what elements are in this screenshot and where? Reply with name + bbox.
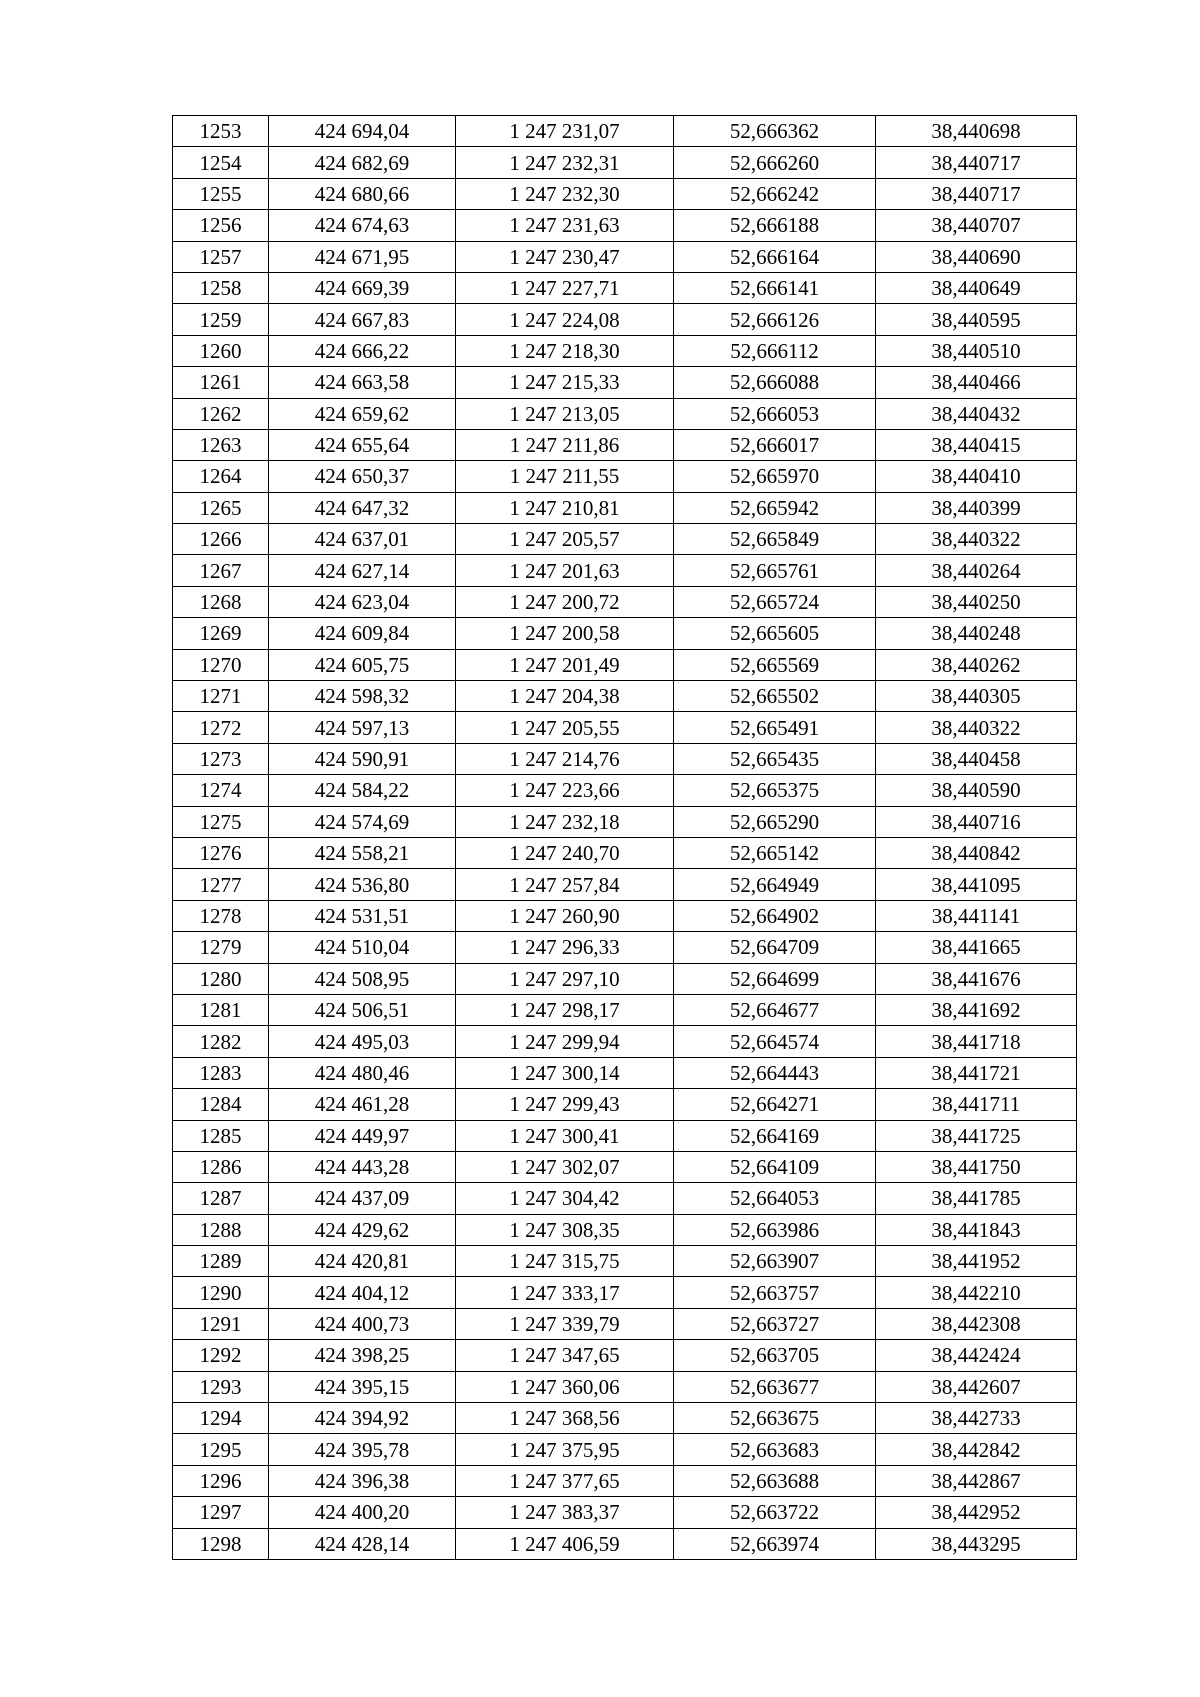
x-coordinate-cell: 424 395,78 — [269, 1434, 456, 1465]
table-row — [173, 681, 1077, 712]
point-number-cell: 1298 — [173, 1528, 269, 1559]
y-coordinate-cell: 1 247 218,30 — [456, 335, 674, 366]
longitude-cell: 38,443295 — [876, 1528, 1077, 1559]
longitude-cell: 38,440322 — [876, 712, 1077, 743]
y-coordinate-cell: 1 247 383,37 — [456, 1497, 674, 1528]
table-row — [173, 429, 1077, 460]
point-number-cell: 1292 — [173, 1340, 269, 1371]
y-coordinate-cell: 1 247 232,31 — [456, 147, 674, 178]
y-coordinate-cell: 1 247 406,59 — [456, 1528, 674, 1559]
y-coordinate-cell: 1 247 232,30 — [456, 178, 674, 209]
table-row — [173, 1246, 1077, 1277]
point-number-cell: 1297 — [173, 1497, 269, 1528]
table-row — [173, 963, 1077, 994]
x-coordinate-cell: 424 400,73 — [269, 1308, 456, 1339]
point-number-cell: 1288 — [173, 1214, 269, 1245]
table-row — [173, 649, 1077, 680]
point-number-cell: 1294 — [173, 1403, 269, 1434]
point-number-cell: 1284 — [173, 1089, 269, 1120]
latitude-cell: 52,664169 — [674, 1120, 876, 1151]
longitude-cell: 38,441785 — [876, 1183, 1077, 1214]
longitude-cell: 38,440264 — [876, 555, 1077, 586]
x-coordinate-cell: 424 437,09 — [269, 1183, 456, 1214]
latitude-cell: 52,664699 — [674, 963, 876, 994]
x-coordinate-cell: 424 669,39 — [269, 272, 456, 303]
longitude-cell: 38,440842 — [876, 837, 1077, 868]
latitude-cell: 52,665435 — [674, 743, 876, 774]
longitude-cell: 38,440410 — [876, 461, 1077, 492]
point-number-cell: 1259 — [173, 304, 269, 335]
x-coordinate-cell: 424 623,04 — [269, 586, 456, 617]
latitude-cell: 52,663683 — [674, 1434, 876, 1465]
table-row — [173, 367, 1077, 398]
table-row — [173, 1120, 1077, 1151]
latitude-cell: 52,663757 — [674, 1277, 876, 1308]
table-row — [173, 272, 1077, 303]
longitude-cell: 38,442842 — [876, 1434, 1077, 1465]
latitude-cell: 52,664271 — [674, 1089, 876, 1120]
latitude-cell: 52,665849 — [674, 524, 876, 555]
longitude-cell: 38,441141 — [876, 900, 1077, 931]
latitude-cell: 52,664677 — [674, 994, 876, 1025]
table-row — [173, 1151, 1077, 1182]
table-row — [173, 1308, 1077, 1339]
longitude-cell: 38,441750 — [876, 1151, 1077, 1182]
y-coordinate-cell: 1 247 200,72 — [456, 586, 674, 617]
y-coordinate-cell: 1 247 339,79 — [456, 1308, 674, 1339]
longitude-cell: 38,440590 — [876, 775, 1077, 806]
table-row — [173, 618, 1077, 649]
x-coordinate-cell: 424 647,32 — [269, 492, 456, 523]
x-coordinate-cell: 424 597,13 — [269, 712, 456, 743]
table-row — [173, 775, 1077, 806]
longitude-cell: 38,440322 — [876, 524, 1077, 555]
latitude-cell: 52,666188 — [674, 210, 876, 241]
table-row — [173, 1340, 1077, 1371]
y-coordinate-cell: 1 247 347,65 — [456, 1340, 674, 1371]
point-number-cell: 1263 — [173, 429, 269, 460]
point-number-cell: 1270 — [173, 649, 269, 680]
y-coordinate-cell: 1 247 296,33 — [456, 932, 674, 963]
latitude-cell: 52,666260 — [674, 147, 876, 178]
x-coordinate-cell: 424 510,04 — [269, 932, 456, 963]
longitude-cell: 38,441711 — [876, 1089, 1077, 1120]
table-row — [173, 178, 1077, 209]
point-number-cell: 1296 — [173, 1465, 269, 1496]
table-row — [173, 304, 1077, 335]
x-coordinate-cell: 424 396,38 — [269, 1465, 456, 1496]
x-coordinate-cell: 424 398,25 — [269, 1340, 456, 1371]
latitude-cell: 52,665502 — [674, 681, 876, 712]
latitude-cell: 52,665724 — [674, 586, 876, 617]
table-row — [173, 900, 1077, 931]
y-coordinate-cell: 1 247 300,14 — [456, 1057, 674, 1088]
y-coordinate-cell: 1 247 368,56 — [456, 1403, 674, 1434]
longitude-cell: 38,440707 — [876, 210, 1077, 241]
point-number-cell: 1257 — [173, 241, 269, 272]
y-coordinate-cell: 1 247 224,08 — [456, 304, 674, 335]
y-coordinate-cell: 1 247 299,43 — [456, 1089, 674, 1120]
table-row — [173, 1371, 1077, 1402]
point-number-cell: 1258 — [173, 272, 269, 303]
x-coordinate-cell: 424 420,81 — [269, 1246, 456, 1277]
latitude-cell: 52,665761 — [674, 555, 876, 586]
longitude-cell: 38,440262 — [876, 649, 1077, 680]
point-number-cell: 1291 — [173, 1308, 269, 1339]
x-coordinate-cell: 424 461,28 — [269, 1089, 456, 1120]
x-coordinate-cell: 424 605,75 — [269, 649, 456, 680]
longitude-cell: 38,440432 — [876, 398, 1077, 429]
latitude-cell: 52,663705 — [674, 1340, 876, 1371]
point-number-cell: 1293 — [173, 1371, 269, 1402]
point-number-cell: 1281 — [173, 994, 269, 1025]
y-coordinate-cell: 1 247 257,84 — [456, 869, 674, 900]
y-coordinate-cell: 1 247 377,65 — [456, 1465, 674, 1496]
longitude-cell: 38,440690 — [876, 241, 1077, 272]
x-coordinate-cell: 424 609,84 — [269, 618, 456, 649]
latitude-cell: 52,664443 — [674, 1057, 876, 1088]
y-coordinate-cell: 1 247 214,76 — [456, 743, 674, 774]
point-number-cell: 1275 — [173, 806, 269, 837]
latitude-cell: 52,666017 — [674, 429, 876, 460]
latitude-cell: 52,664902 — [674, 900, 876, 931]
longitude-cell: 38,442607 — [876, 1371, 1077, 1402]
longitude-cell: 38,441725 — [876, 1120, 1077, 1151]
x-coordinate-cell: 424 395,15 — [269, 1371, 456, 1402]
longitude-cell: 38,441692 — [876, 994, 1077, 1025]
longitude-cell: 38,440250 — [876, 586, 1077, 617]
x-coordinate-cell: 424 558,21 — [269, 837, 456, 868]
latitude-cell: 52,666112 — [674, 335, 876, 366]
latitude-cell: 52,663675 — [674, 1403, 876, 1434]
x-coordinate-cell: 424 590,91 — [269, 743, 456, 774]
table-row — [173, 116, 1077, 147]
latitude-cell: 52,666126 — [674, 304, 876, 335]
latitude-cell: 52,665491 — [674, 712, 876, 743]
table-row — [173, 994, 1077, 1025]
point-number-cell: 1283 — [173, 1057, 269, 1088]
longitude-cell: 38,441665 — [876, 932, 1077, 963]
point-number-cell: 1260 — [173, 335, 269, 366]
y-coordinate-cell: 1 247 298,17 — [456, 994, 674, 1025]
longitude-cell: 38,440716 — [876, 806, 1077, 837]
longitude-cell: 38,442424 — [876, 1340, 1077, 1371]
table-row — [173, 743, 1077, 774]
longitude-cell: 38,442733 — [876, 1403, 1077, 1434]
y-coordinate-cell: 1 247 213,05 — [456, 398, 674, 429]
point-number-cell: 1269 — [173, 618, 269, 649]
table-row — [173, 1497, 1077, 1528]
longitude-cell: 38,441843 — [876, 1214, 1077, 1245]
point-number-cell: 1287 — [173, 1183, 269, 1214]
latitude-cell: 52,665942 — [674, 492, 876, 523]
y-coordinate-cell: 1 247 375,95 — [456, 1434, 674, 1465]
x-coordinate-cell: 424 598,32 — [269, 681, 456, 712]
y-coordinate-cell: 1 247 201,63 — [456, 555, 674, 586]
point-number-cell: 1253 — [173, 116, 269, 147]
point-number-cell: 1267 — [173, 555, 269, 586]
table-row — [173, 555, 1077, 586]
x-coordinate-cell: 424 574,69 — [269, 806, 456, 837]
point-number-cell: 1272 — [173, 712, 269, 743]
x-coordinate-cell: 424 674,63 — [269, 210, 456, 241]
y-coordinate-cell: 1 247 227,71 — [456, 272, 674, 303]
point-number-cell: 1278 — [173, 900, 269, 931]
point-number-cell: 1262 — [173, 398, 269, 429]
y-coordinate-cell: 1 247 315,75 — [456, 1246, 674, 1277]
table-row — [173, 147, 1077, 178]
longitude-cell: 38,440595 — [876, 304, 1077, 335]
y-coordinate-cell: 1 247 231,07 — [456, 116, 674, 147]
table-row — [173, 586, 1077, 617]
y-coordinate-cell: 1 247 333,17 — [456, 1277, 674, 1308]
latitude-cell: 52,666242 — [674, 178, 876, 209]
table-row — [173, 1434, 1077, 1465]
table-row — [173, 398, 1077, 429]
x-coordinate-cell: 424 506,51 — [269, 994, 456, 1025]
table-row — [173, 712, 1077, 743]
latitude-cell: 52,665605 — [674, 618, 876, 649]
table-row — [173, 461, 1077, 492]
latitude-cell: 52,663688 — [674, 1465, 876, 1496]
latitude-cell: 52,666141 — [674, 272, 876, 303]
latitude-cell: 52,664574 — [674, 1026, 876, 1057]
latitude-cell: 52,666164 — [674, 241, 876, 272]
longitude-cell: 38,440248 — [876, 618, 1077, 649]
coordinates-table — [172, 115, 1077, 1560]
longitude-cell: 38,442210 — [876, 1277, 1077, 1308]
y-coordinate-cell: 1 247 223,66 — [456, 775, 674, 806]
y-coordinate-cell: 1 247 211,86 — [456, 429, 674, 460]
table-row — [173, 492, 1077, 523]
longitude-cell: 38,440399 — [876, 492, 1077, 523]
latitude-cell: 52,663974 — [674, 1528, 876, 1559]
y-coordinate-cell: 1 247 231,63 — [456, 210, 674, 241]
longitude-cell: 38,442867 — [876, 1465, 1077, 1496]
longitude-cell: 38,440649 — [876, 272, 1077, 303]
point-number-cell: 1279 — [173, 932, 269, 963]
x-coordinate-cell: 424 694,04 — [269, 116, 456, 147]
latitude-cell: 52,664053 — [674, 1183, 876, 1214]
table-row — [173, 241, 1077, 272]
y-coordinate-cell: 1 247 308,35 — [456, 1214, 674, 1245]
point-number-cell: 1268 — [173, 586, 269, 617]
table-row — [173, 806, 1077, 837]
x-coordinate-cell: 424 627,14 — [269, 555, 456, 586]
table-row — [173, 1277, 1077, 1308]
x-coordinate-cell: 424 428,14 — [269, 1528, 456, 1559]
point-number-cell: 1265 — [173, 492, 269, 523]
y-coordinate-cell: 1 247 210,81 — [456, 492, 674, 523]
longitude-cell: 38,440305 — [876, 681, 1077, 712]
x-coordinate-cell: 424 584,22 — [269, 775, 456, 806]
point-number-cell: 1273 — [173, 743, 269, 774]
longitude-cell: 38,440466 — [876, 367, 1077, 398]
latitude-cell: 52,666053 — [674, 398, 876, 429]
latitude-cell: 52,665375 — [674, 775, 876, 806]
latitude-cell: 52,663986 — [674, 1214, 876, 1245]
longitude-cell: 38,441721 — [876, 1057, 1077, 1088]
x-coordinate-cell: 424 659,62 — [269, 398, 456, 429]
x-coordinate-cell: 424 429,62 — [269, 1214, 456, 1245]
x-coordinate-cell: 424 682,69 — [269, 147, 456, 178]
point-number-cell: 1254 — [173, 147, 269, 178]
latitude-cell: 52,663727 — [674, 1308, 876, 1339]
x-coordinate-cell: 424 650,37 — [269, 461, 456, 492]
y-coordinate-cell: 1 247 204,38 — [456, 681, 674, 712]
x-coordinate-cell: 424 637,01 — [269, 524, 456, 555]
longitude-cell: 38,441095 — [876, 869, 1077, 900]
point-number-cell: 1289 — [173, 1246, 269, 1277]
point-number-cell: 1255 — [173, 178, 269, 209]
table-row — [173, 1089, 1077, 1120]
x-coordinate-cell: 424 666,22 — [269, 335, 456, 366]
latitude-cell: 52,664709 — [674, 932, 876, 963]
x-coordinate-cell: 424 680,66 — [269, 178, 456, 209]
latitude-cell: 52,666088 — [674, 367, 876, 398]
x-coordinate-cell: 424 671,95 — [269, 241, 456, 272]
point-number-cell: 1261 — [173, 367, 269, 398]
latitude-cell: 52,665290 — [674, 806, 876, 837]
coordinates-table-body — [173, 116, 1077, 1560]
point-number-cell: 1295 — [173, 1434, 269, 1465]
x-coordinate-cell: 424 536,80 — [269, 869, 456, 900]
longitude-cell: 38,441952 — [876, 1246, 1077, 1277]
x-coordinate-cell: 424 667,83 — [269, 304, 456, 335]
table-row — [173, 1465, 1077, 1496]
longitude-cell: 38,441718 — [876, 1026, 1077, 1057]
y-coordinate-cell: 1 247 232,18 — [456, 806, 674, 837]
point-number-cell: 1290 — [173, 1277, 269, 1308]
longitude-cell: 38,442952 — [876, 1497, 1077, 1528]
y-coordinate-cell: 1 247 201,49 — [456, 649, 674, 680]
y-coordinate-cell: 1 247 200,58 — [456, 618, 674, 649]
y-coordinate-cell: 1 247 297,10 — [456, 963, 674, 994]
y-coordinate-cell: 1 247 299,94 — [456, 1026, 674, 1057]
longitude-cell: 38,440717 — [876, 147, 1077, 178]
point-number-cell: 1277 — [173, 869, 269, 900]
longitude-cell: 38,440698 — [876, 116, 1077, 147]
y-coordinate-cell: 1 247 304,42 — [456, 1183, 674, 1214]
longitude-cell: 38,442308 — [876, 1308, 1077, 1339]
table-row — [173, 1026, 1077, 1057]
y-coordinate-cell: 1 247 230,47 — [456, 241, 674, 272]
point-number-cell: 1286 — [173, 1151, 269, 1182]
latitude-cell: 52,665970 — [674, 461, 876, 492]
x-coordinate-cell: 424 400,20 — [269, 1497, 456, 1528]
table-row — [173, 524, 1077, 555]
latitude-cell: 52,665142 — [674, 837, 876, 868]
y-coordinate-cell: 1 247 260,90 — [456, 900, 674, 931]
x-coordinate-cell: 424 655,64 — [269, 429, 456, 460]
latitude-cell: 52,664949 — [674, 869, 876, 900]
table-row — [173, 837, 1077, 868]
y-coordinate-cell: 1 247 300,41 — [456, 1120, 674, 1151]
table-row — [173, 335, 1077, 366]
table-row — [173, 932, 1077, 963]
latitude-cell: 52,664109 — [674, 1151, 876, 1182]
x-coordinate-cell: 424 394,92 — [269, 1403, 456, 1434]
latitude-cell: 52,665569 — [674, 649, 876, 680]
point-number-cell: 1264 — [173, 461, 269, 492]
y-coordinate-cell: 1 247 205,57 — [456, 524, 674, 555]
x-coordinate-cell: 424 449,97 — [269, 1120, 456, 1151]
point-number-cell: 1274 — [173, 775, 269, 806]
point-number-cell: 1276 — [173, 837, 269, 868]
longitude-cell: 38,440717 — [876, 178, 1077, 209]
longitude-cell: 38,441676 — [876, 963, 1077, 994]
x-coordinate-cell: 424 495,03 — [269, 1026, 456, 1057]
x-coordinate-cell: 424 404,12 — [269, 1277, 456, 1308]
latitude-cell: 52,663907 — [674, 1246, 876, 1277]
y-coordinate-cell: 1 247 240,70 — [456, 837, 674, 868]
longitude-cell: 38,440415 — [876, 429, 1077, 460]
point-number-cell: 1266 — [173, 524, 269, 555]
point-number-cell: 1271 — [173, 681, 269, 712]
table-row — [173, 1403, 1077, 1434]
table-row — [173, 1183, 1077, 1214]
y-coordinate-cell: 1 247 211,55 — [456, 461, 674, 492]
latitude-cell: 52,663722 — [674, 1497, 876, 1528]
y-coordinate-cell: 1 247 302,07 — [456, 1151, 674, 1182]
point-number-cell: 1256 — [173, 210, 269, 241]
x-coordinate-cell: 424 480,46 — [269, 1057, 456, 1088]
table-row — [173, 1057, 1077, 1088]
x-coordinate-cell: 424 443,28 — [269, 1151, 456, 1182]
latitude-cell: 52,663677 — [674, 1371, 876, 1402]
y-coordinate-cell: 1 247 215,33 — [456, 367, 674, 398]
point-number-cell: 1282 — [173, 1026, 269, 1057]
y-coordinate-cell: 1 247 360,06 — [456, 1371, 674, 1402]
table-row — [173, 869, 1077, 900]
table-row — [173, 1214, 1077, 1245]
table-row — [173, 210, 1077, 241]
longitude-cell: 38,440458 — [876, 743, 1077, 774]
x-coordinate-cell: 424 531,51 — [269, 900, 456, 931]
table-row — [173, 1528, 1077, 1559]
point-number-cell: 1285 — [173, 1120, 269, 1151]
x-coordinate-cell: 424 663,58 — [269, 367, 456, 398]
latitude-cell: 52,666362 — [674, 116, 876, 147]
longitude-cell: 38,440510 — [876, 335, 1077, 366]
x-coordinate-cell: 424 508,95 — [269, 963, 456, 994]
y-coordinate-cell: 1 247 205,55 — [456, 712, 674, 743]
point-number-cell: 1280 — [173, 963, 269, 994]
